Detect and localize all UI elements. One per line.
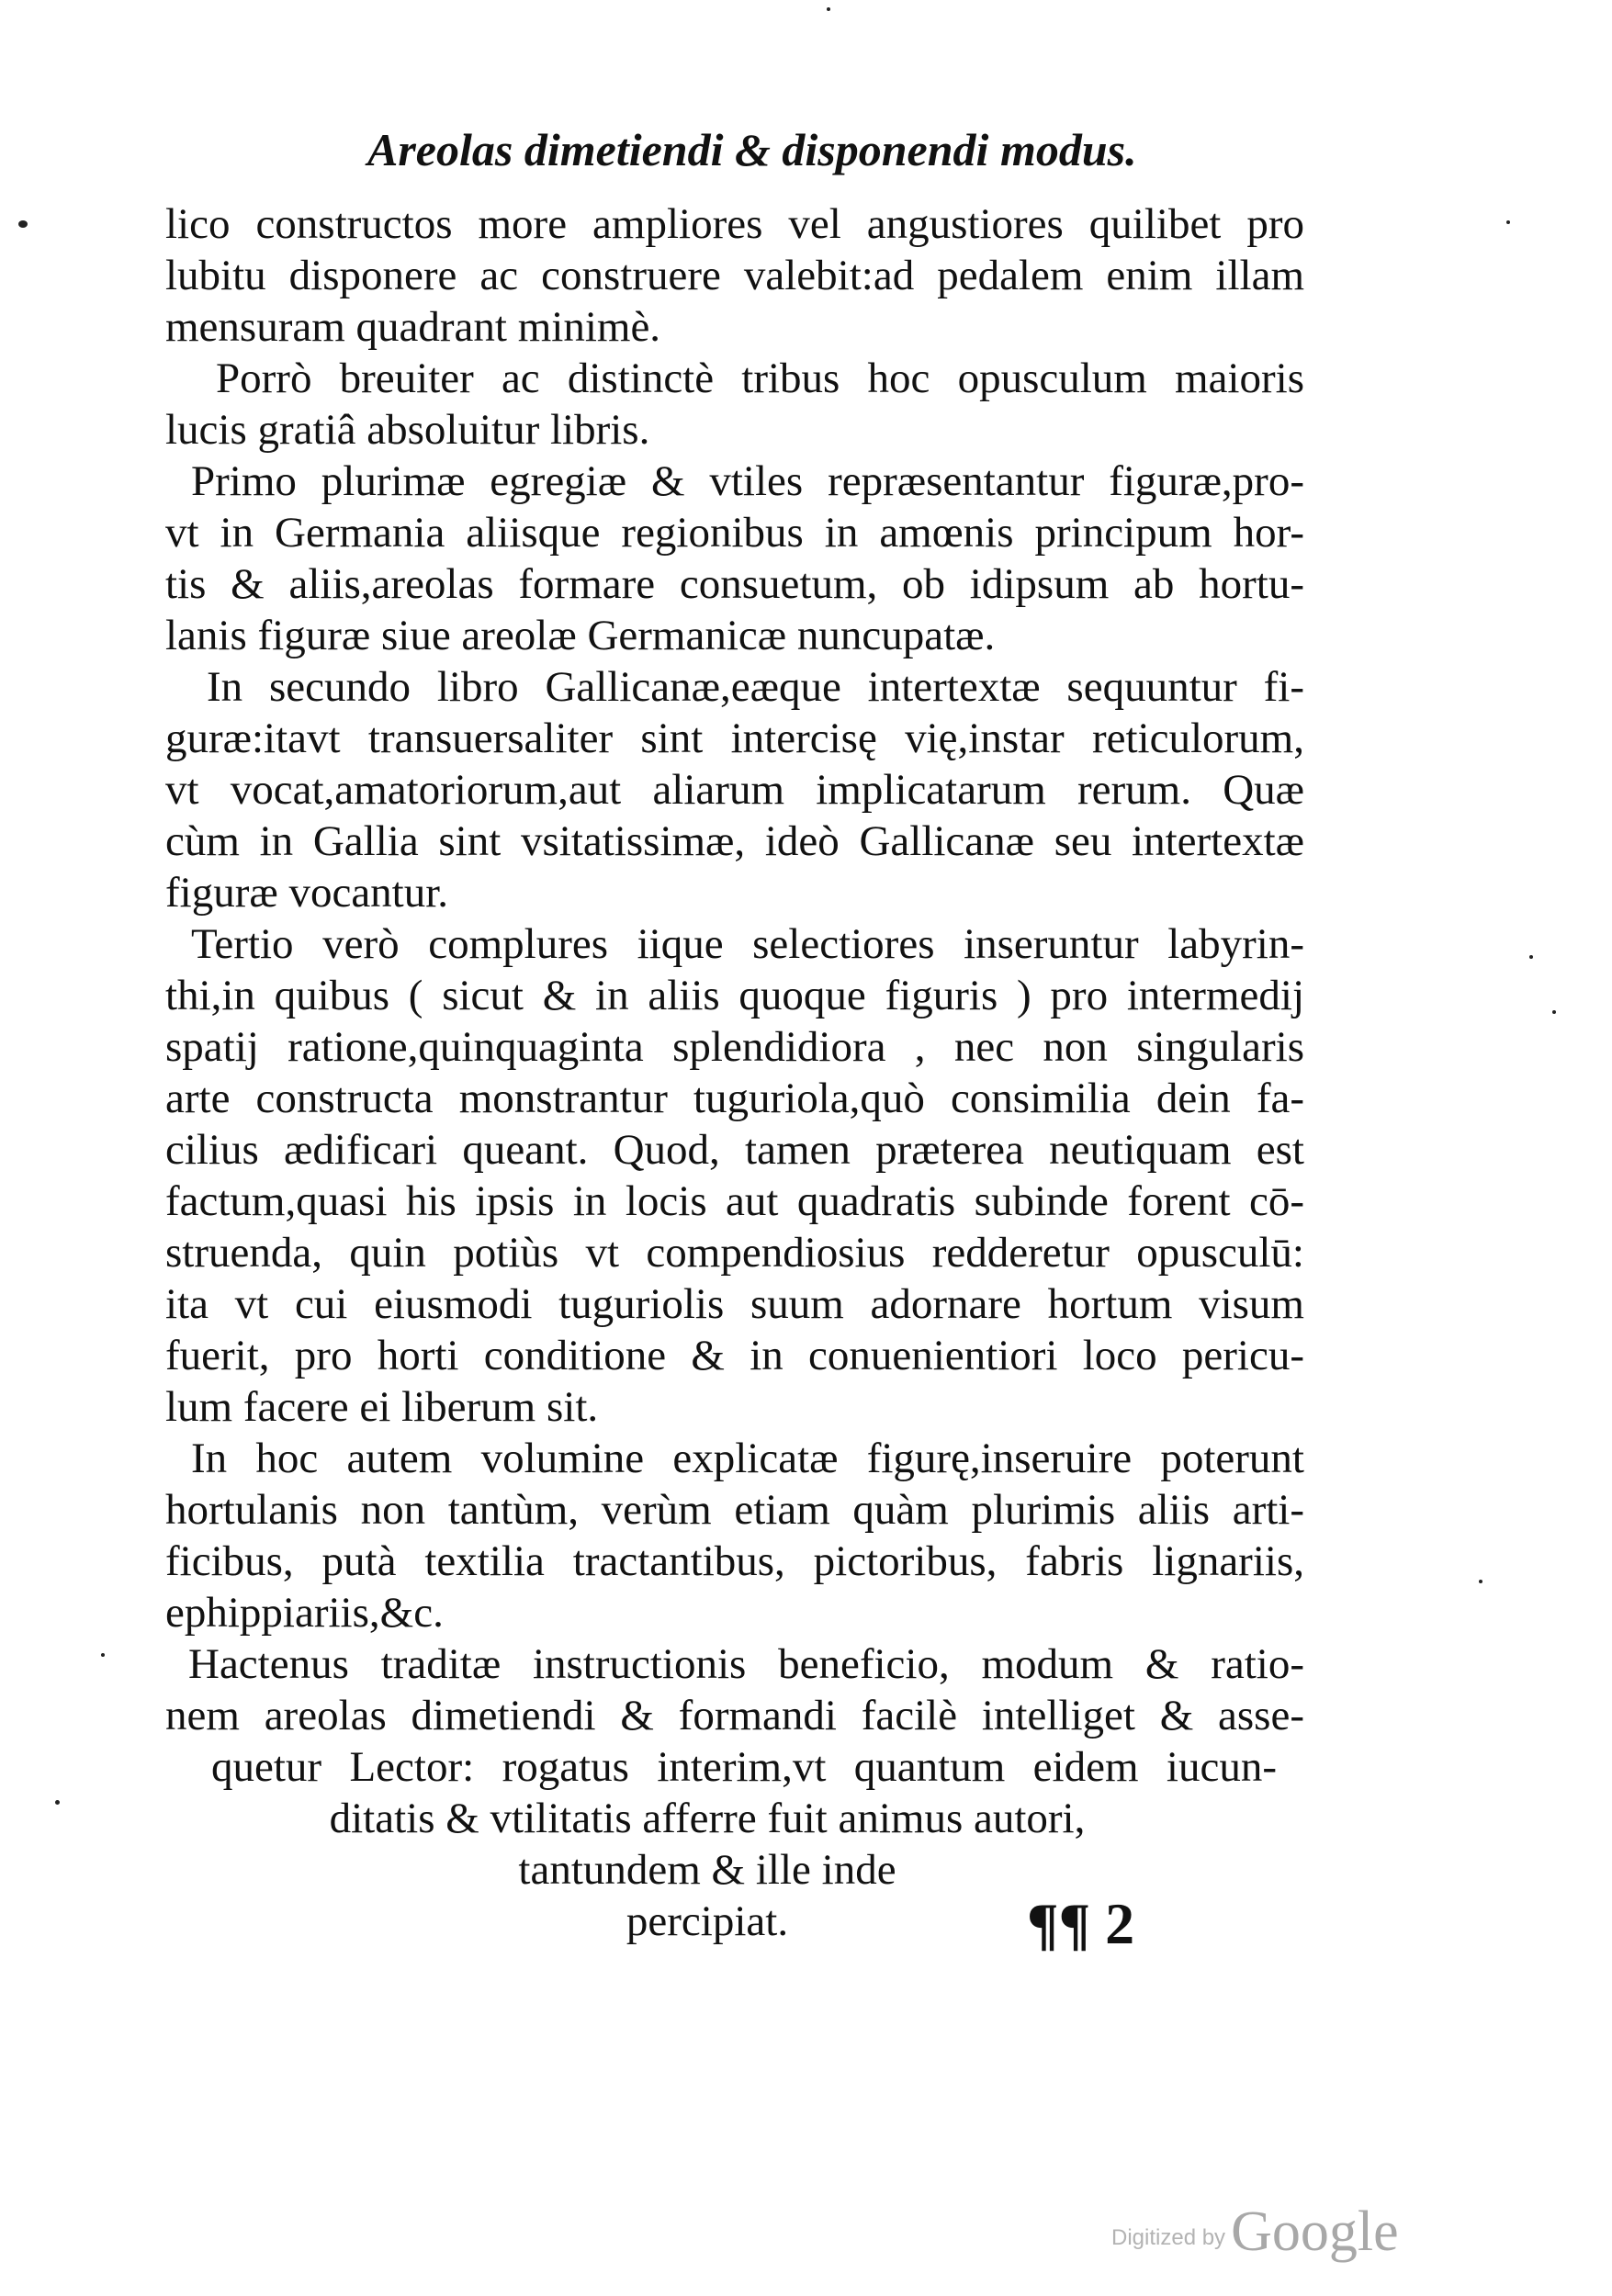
text-line: cilius ædificari queant. Quod, tamen præterea neutiquam est bbox=[165, 1126, 1304, 1174]
text-line: Primo plurimæ egregiæ & vtiles repræsentantur figuræ,pro- bbox=[191, 457, 1304, 505]
text-line: spatij ratione,quinquaginta splendidiora , nec non singularis bbox=[165, 1023, 1304, 1071]
running-header: Areolas dimetiendi & disponendi modus. bbox=[367, 124, 1137, 175]
scan-speck bbox=[18, 220, 28, 228]
text-line: vt vocat,amatoriorum,aut aliarum implicatarum rerum. Quæ bbox=[165, 766, 1304, 814]
text-line: guræ:itavt transuersaliter sint intercisę vię,instar reticulorum, bbox=[165, 715, 1304, 762]
text-line: Hactenus traditæ instructionis beneficio, modum & ratio- bbox=[188, 1640, 1304, 1688]
scan-speck bbox=[55, 1800, 60, 1805]
text-line: Porrò breuiter ac distinctè tribus hoc opusculum maioris bbox=[216, 355, 1304, 402]
text-line: tantundem & ille inde bbox=[518, 1846, 896, 1894]
text-line: lanis figuræ siue areolæ Germanicæ nuncupatæ. bbox=[165, 612, 996, 659]
text-line: factum,quasi his ipsis in locis aut quadratis subinde forent cō- bbox=[165, 1177, 1304, 1225]
text-line: nem areolas dimetiendi & formandi facilè intelliget & asse- bbox=[165, 1692, 1304, 1739]
text-line: figuræ vocantur. bbox=[165, 869, 449, 917]
text-line: vt in Germania aliisque regionibus in amœnis principum hor- bbox=[165, 509, 1304, 557]
text-line: ficibus, putà textilia tractantibus, pictoribus, fabris lignariis, bbox=[165, 1537, 1304, 1585]
text-line: ita vt cui eiusmodi tuguriolis suum adornare hortum visum bbox=[165, 1280, 1304, 1328]
text-line: In secundo libro Gallicanæ,eæque intertextæ sequuntur fi- bbox=[207, 663, 1304, 711]
scan-speck bbox=[1529, 955, 1533, 959]
text-line: tis & aliis,areolas formare consuetum, ob idipsum ab hortu- bbox=[165, 560, 1304, 608]
scan-speck bbox=[827, 7, 830, 11]
text-line: thi,in quibus ( sicut & in aliis quoque figuris ) pro intermedij bbox=[165, 972, 1304, 1019]
text-line: ephippiariis,&c. bbox=[165, 1589, 444, 1637]
digitized-watermark bbox=[1111, 2200, 1399, 2265]
text-line: ditatis & vtilitatis afferre fuit animus autori, bbox=[329, 1795, 1086, 1842]
google-logo: Google bbox=[1231, 2200, 1399, 2263]
text-line: struenda, quin potiùs vt compendiosius redderetur opusculū: bbox=[165, 1229, 1304, 1277]
text-line: percipiat. bbox=[626, 1897, 789, 1945]
text-line: arte constructa monstrantur tuguriola,quò consimilia dein fa- bbox=[165, 1075, 1304, 1122]
scan-speck bbox=[1552, 1010, 1556, 1014]
text-line: hortulanis non tantùm, verùm etiam quàm plurimis aliis arti- bbox=[165, 1486, 1304, 1534]
text-line: mensuram quadrant minimè. bbox=[165, 303, 661, 351]
text-line: lubitu disponere ac construere valebit:ad pedalem enim illam bbox=[165, 252, 1304, 299]
signature-mark: ¶¶ 2 bbox=[1027, 1891, 1135, 1956]
text-line: In hoc autem volumine explicatæ figurę,inseruire poterunt bbox=[191, 1435, 1304, 1482]
scan-speck bbox=[101, 1653, 105, 1657]
text-line: lum facere ei liberum sit. bbox=[165, 1383, 599, 1431]
text-line: fuerit, pro horti conditione & in conuenientiori loco pericu- bbox=[165, 1332, 1304, 1379]
watermark-prefix: Digitized by bbox=[1111, 2225, 1226, 2250]
text-line: lico constructos more ampliores vel angustiores quilibet pro bbox=[165, 200, 1304, 248]
scan-speck bbox=[1479, 1580, 1482, 1583]
text-line: quetur Lector: rogatus interim,vt quantum eidem iucun- bbox=[211, 1743, 1277, 1791]
text-line: cùm in Gallia sint vsitatissimæ, ideò Gallicanæ seu intertextæ bbox=[165, 817, 1304, 865]
scan-speck bbox=[1506, 220, 1510, 224]
text-line: Tertio verò complures iique selectiores inseruntur labyrin- bbox=[191, 920, 1304, 968]
text-line: lucis gratiâ absoluitur libris. bbox=[165, 406, 650, 454]
